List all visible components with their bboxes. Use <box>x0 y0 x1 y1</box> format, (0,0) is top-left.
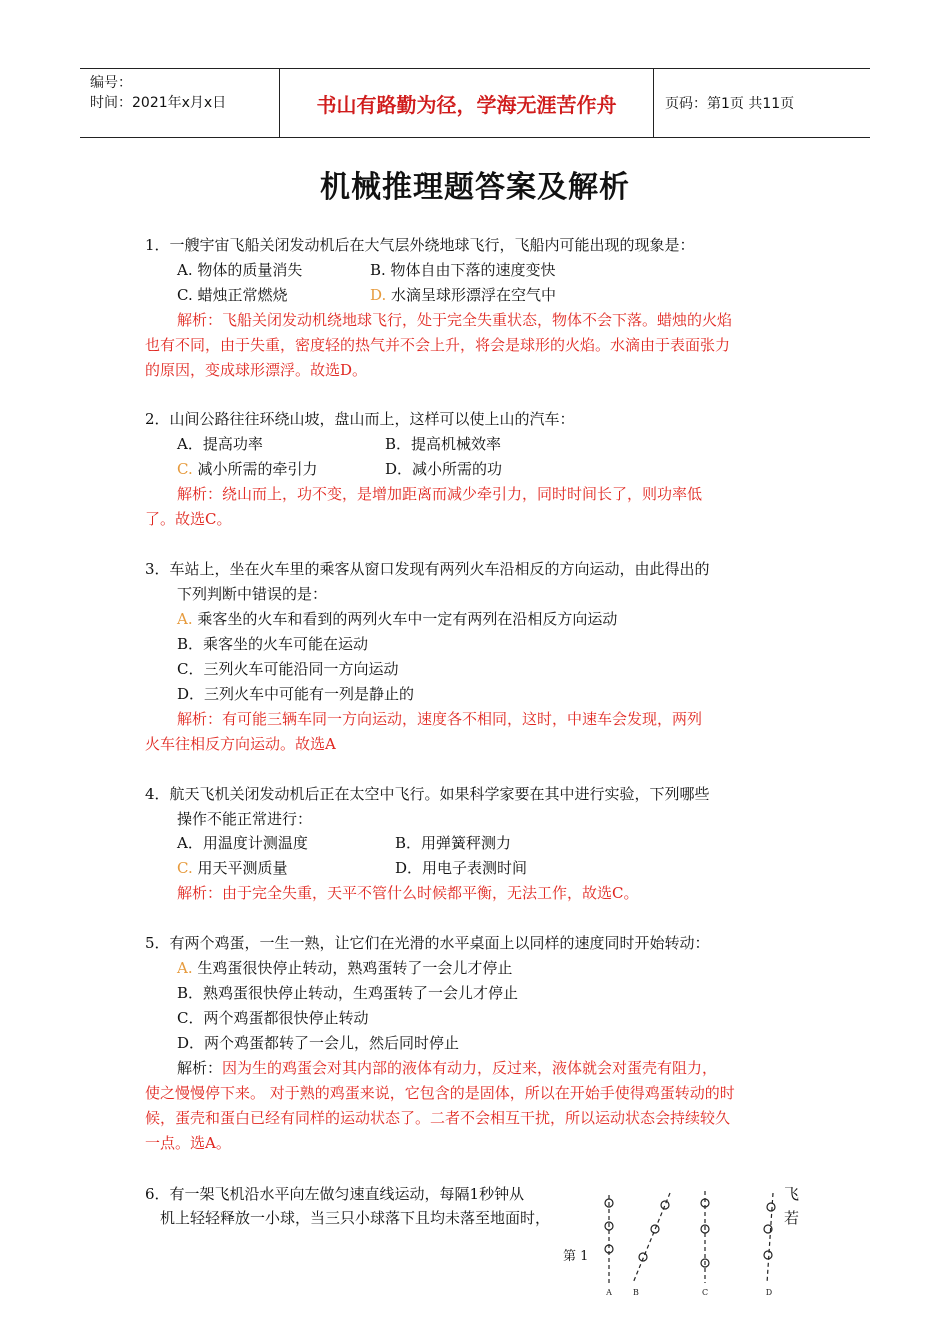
q6-stem-1-end: 飞 <box>784 1185 800 1203</box>
q6-stem-2: 机上轻轻释放一小球，当三只小球落下且均未落至地面时， <box>160 1209 551 1227</box>
label-d: D <box>765 1288 773 1297</box>
option-a-figure <box>605 1195 613 1283</box>
page-info: 页码：第1页 共11页 <box>665 96 795 112</box>
q5-explanation-4: 一点。选A。 <box>145 1134 231 1152</box>
q3-option-d: D．三列火车中可能有一列是静止的 <box>177 685 415 703</box>
q5-stem: 5．有两个鸡蛋，一生一熟，让它们在光滑的水平桌面上以同样的速度同时开始转动： <box>145 934 710 952</box>
q5-explanation-3: 候，蛋壳和蛋白已经有同样的运动状态了。二者不会相互干扰，所以运动状态会持续较久 <box>145 1109 731 1127</box>
q2-option-d: D．减小所需的功 <box>385 460 503 478</box>
q4-option-c <box>177 857 288 879</box>
q5-option-d: D．两个鸡蛋都转了一会儿，然后同时停止 <box>177 1034 460 1052</box>
q5-explanation-2: 使之慢慢停下来。 对于熟的鸡蛋来说，它包含的是固体，所以在开始手使得鸡蛋转动的时 <box>145 1084 735 1102</box>
q3-option-a-text: 乘客坐的火车和看到的两列火车中一定有两列在沿相反方向运动 <box>197 610 618 628</box>
label-b: B <box>633 1288 639 1297</box>
header-info-cell <box>80 69 280 137</box>
q3-option-b: B．乘客坐的火车可能在运动 <box>177 635 369 653</box>
q2-explanation-2: 了。故选C。 <box>145 510 232 528</box>
q2-answer-letter: C. <box>177 460 193 478</box>
q1-option-b: B. 物体自由下落的速度变快 <box>370 261 556 279</box>
q3-stem-1: 3．车站上，坐在火车里的乘客从窗口发现有两列火车沿相反的方向运动，由此得出的 <box>145 560 710 578</box>
q4-explanation: 解析：由于完全失重，天平不管什么时候都平衡，无法工作，故选C。 <box>177 884 639 902</box>
q1-option-a: A. 物体的质量消失 <box>177 261 303 279</box>
q2-option-a: A．提高功率 <box>177 435 263 453</box>
number-label: 编号： <box>90 75 132 91</box>
q3-explanation-2: 火车往相反方向运动。故选A <box>145 735 336 753</box>
q3-option-a <box>177 608 617 630</box>
time-label: 时间：2021年x月x日 <box>90 95 227 111</box>
q5-answer-letter: A. <box>177 959 193 977</box>
label-a: A <box>606 1288 612 1297</box>
header-table <box>80 68 870 138</box>
q6-stem-1: 6．有一架飞机沿水平向左做匀速直线运动，每隔1秒钟从 <box>145 1185 525 1203</box>
q4-stem-1: 4．航天飞机关闭发动机后正在太空中飞行。如果科学家要在其中进行实验，下列哪些 <box>145 785 710 803</box>
q6-options-diagram <box>585 1185 815 1300</box>
page-title: 机械推理题答案及解析 <box>320 170 630 205</box>
q4-answer-letter: C. <box>177 859 193 877</box>
option-b-figure <box>633 1193 670 1283</box>
q5-option-a <box>177 957 512 979</box>
q4-stem-2: 操作不能正常进行： <box>177 810 313 828</box>
q4-option-a: A．用温度计测温度 <box>177 834 308 852</box>
motto: 书山有路勤为径，学海无涯苦作舟 <box>280 69 654 137</box>
q1-explanation-3: 的原因，变成球形漂浮。故选D。 <box>145 361 368 379</box>
q2-stem: 2．山间公路往往环绕山坡，盘山而上，这样可以使上山的汽车： <box>145 410 575 428</box>
q3-option-c: C．三列火车可能沿同一方向运动 <box>177 660 399 678</box>
label-c: C <box>701 1288 709 1297</box>
q5-option-b: B．熟鸡蛋很快停止转动，生鸡蛋转了一会儿才停止 <box>177 984 519 1002</box>
page-footer: 第 1 <box>563 1249 589 1264</box>
q6-stem-2-end: 若 <box>784 1209 800 1227</box>
q5-explanation-1-text: 因为生的鸡蛋会对其内部的液体有动力，反过来，液体就会对蛋壳有阻力， <box>222 1059 718 1077</box>
q4-option-b: B．用弹簧秤测力 <box>395 834 512 852</box>
q4-option-c-text: 用天平测质量 <box>197 859 288 877</box>
q1-explanation-1: 解析：飞船关闭发动机绕地球飞行，处于完全失重状态，物体不会下落。蜡烛的火焰 <box>177 311 733 329</box>
q1-option-d-text: 水滴呈球形漂浮在空气中 <box>391 286 557 304</box>
q5-explanation-1 <box>177 1057 717 1079</box>
q1-option-c: C. 蜡烛正常燃烧 <box>177 286 288 304</box>
q1-stem: 1．一艘宇宙飞船关闭发动机后在大气层外绕地球飞行，飞船内可能出现的现象是： <box>145 236 695 254</box>
option-d-figure <box>764 1193 775 1283</box>
q2-option-c-text: 减小所需的牵引力 <box>197 460 318 478</box>
q5-explanation-label: 解析： <box>177 1059 223 1077</box>
q2-explanation-1: 解析：绕山而上，功不变，是增加距离而减少牵引力，同时时间长了，则功率低 <box>177 485 703 503</box>
q1-explanation-2: 也有不同，由于失重，密度轻的热气并不会上升，将会是球形的火焰。水滴由于表面张力 <box>145 336 731 354</box>
q1-option-d <box>370 284 556 306</box>
q2-option-b: B．提高机械效率 <box>385 435 502 453</box>
q3-explanation-1: 解析：有可能三辆车同一方向运动，速度各不相同，这时，中速车会发现，两列 <box>177 710 703 728</box>
q3-answer-letter: A. <box>177 610 193 628</box>
q5-option-a-text: 生鸡蛋很快停止转动，熟鸡蛋转了一会儿才停止 <box>197 959 513 977</box>
q5-option-c: C．两个鸡蛋都很快停止转动 <box>177 1009 369 1027</box>
q3-stem-2: 下列判断中错误的是： <box>177 585 328 603</box>
q2-option-c <box>177 458 318 480</box>
option-c-figure <box>701 1191 709 1283</box>
q4-option-d: D．用电子表测时间 <box>395 859 528 877</box>
q1-answer-letter: D. <box>370 286 387 304</box>
